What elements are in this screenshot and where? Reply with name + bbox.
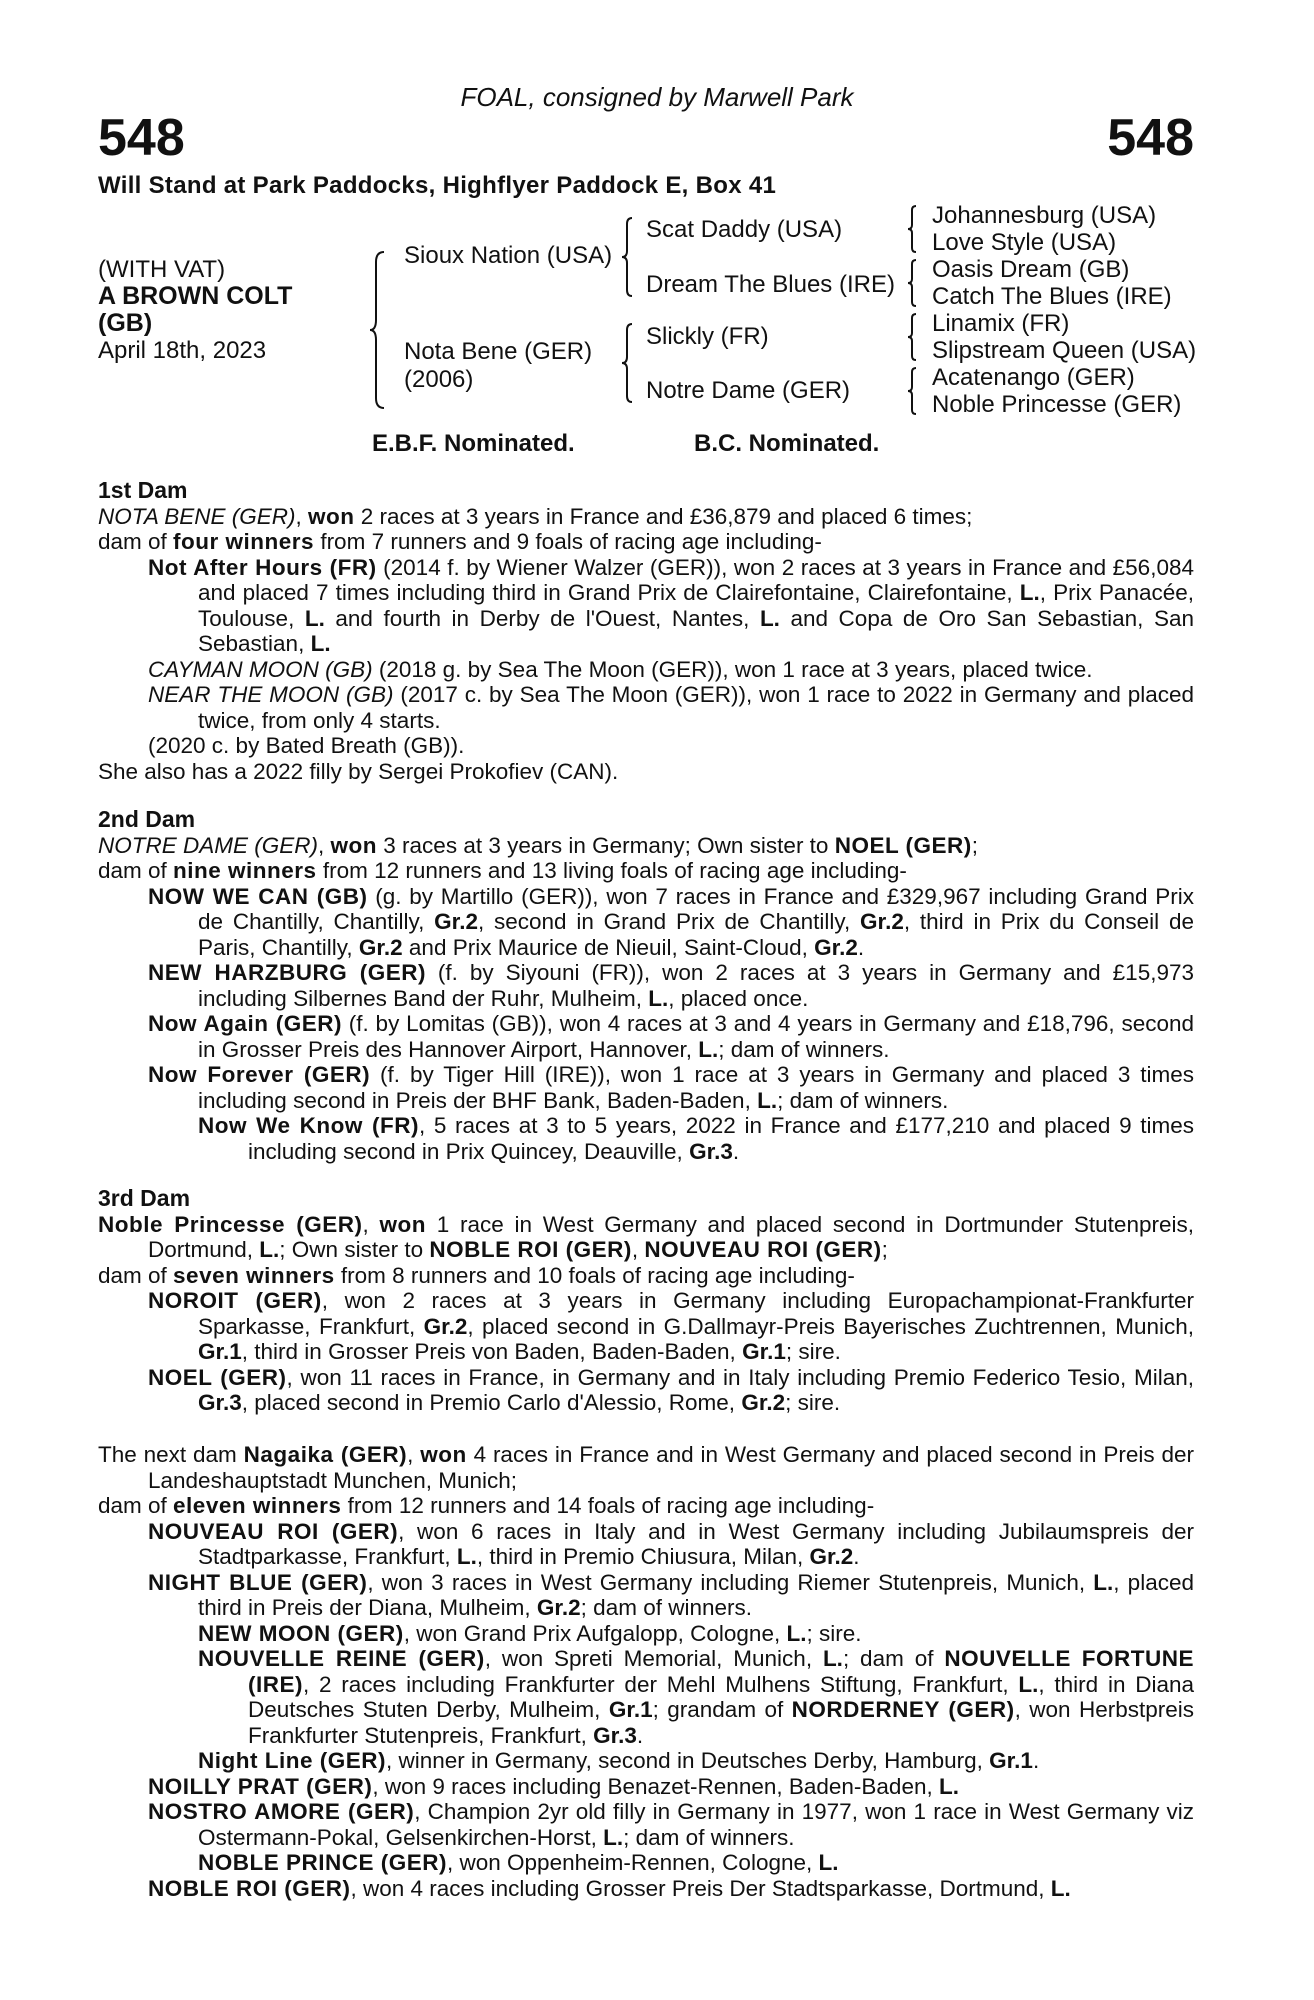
colt-title: A BROWN COLT xyxy=(98,282,293,310)
progeny-entry: NEAR THE MOON (GB) (2017 c. by Sea The Moon (GER)), won 1 race to 2022 in Germany and placed twice, from only 4 starts. xyxy=(148,682,1194,733)
fourth-dam-summary: The next dam Nagaika (GER), won 4 races in France and in West Germany and placed second in Preis der Landeshauptstadt Munchen, Munich; xyxy=(98,1442,1194,1493)
progeny-entry: Now Forever (GER) (f. by Tiger Hill (IRE)), won 1 race at 3 years in Germany and placed 3 times including second in Preis der BHF Bank, Baden-Baden, L.; dam of winners. xyxy=(148,1062,1195,1113)
progeny-entry: NOBLE ROI (GER), won 4 races including Grosser Preis Der Stadtsparkasse, Dortmund, L. xyxy=(148,1875,1071,1901)
stand-location: Will Stand at Park Paddocks, Highflyer Paddock E, Box 41 xyxy=(98,172,777,199)
third-dam-produce: dam of seven winners from 8 runners and 10 foals of racing age including- xyxy=(98,1262,855,1288)
first-dam-produce: dam of four winners from 7 runners and 9 foals of racing age including- xyxy=(98,529,822,554)
pedigree-sire: Sioux Nation (USA) xyxy=(404,242,613,269)
pedigree-sire-sire: Scat Daddy (USA) xyxy=(646,216,843,243)
progeny-entry: NOEL (GER), won 11 races in France, in Germany and in Italy including Premio Federico Tesio, Milan, Gr.3, placed second in Premio Carlo d'Alessio, Rome, Gr.2; sire. xyxy=(148,1364,1194,1415)
progeny-entry: NOW WE CAN (GB) (g. by Martillo (GER)), won 7 races in France and £329,967 including Grand Prix de Chantilly, Chantilly, Gr.2, second in Grand Prix de Chantilly, Gr.2, third in Prix du Conseil de Paris, Chantilly, Gr.2 and Prix Maurice de Nieuil, Saint-Cloud, Gr.2. xyxy=(148,883,1194,960)
second-dam-produce: dam of nine winners from 12 runners and 13 living foals of racing age including- xyxy=(98,858,907,883)
brace-main xyxy=(368,250,388,410)
grandprogeny-entry: Now We Know (FR), 5 races at 3 to 5 years, 2022 in France and £177,210 and placed 9 times including second in Prix Quincey, Deauville, Gr.3. xyxy=(198,1113,1194,1164)
pedigree-dam-year: (2006) xyxy=(404,366,474,393)
pedigree-sss: Johannesburg (USA) xyxy=(932,202,1157,229)
progeny-entry: NIGHT BLUE (GER), won 3 races in West Germany including Riemer Stutenpreis, Munich, L., placed third in Preis der Diana, Mulheim, Gr.2; dam of winners. xyxy=(148,1569,1194,1620)
second-dam-heading: 2nd Dam xyxy=(98,806,196,832)
first-dam-summary: NOTA BENE (GER), won 2 races at 3 years in France and £36,879 and placed 6 times; xyxy=(98,503,973,529)
progeny-entry: NOUVEAU ROI (GER), won 6 races in Italy and in West Germany including Jubilaumspreis der Stadtparkasse, Frankfurt, L., third in Premio Chiusura, Milan, Gr.2. xyxy=(148,1518,1194,1569)
ebf-nomination: E.B.F. Nominated. xyxy=(372,430,575,457)
bc-nomination: B.C. Nominated. xyxy=(694,430,880,457)
fourth-dam-produce: dam of eleven winners from 12 runners and 14 foals of racing age including- xyxy=(98,1493,875,1518)
second-dam-section xyxy=(98,807,1194,1164)
pedigree-sds: Oasis Dream (GB) xyxy=(932,256,1130,283)
pedigree-dss: Linamix (FR) xyxy=(932,310,1070,337)
grandprogeny-entry: NOBLE PRINCE (GER), won Oppenheim-Rennen, Cologne, L. xyxy=(198,1850,839,1875)
brace-sd xyxy=(906,258,918,308)
fourth-dam-section xyxy=(98,1442,1194,1901)
second-dam-summary: NOTRE DAME (GER), won 3 races at 3 years in Germany; Own sister to NOEL (GER); xyxy=(98,832,979,858)
lot-number-right: 548 xyxy=(1107,109,1194,167)
first-dam-section xyxy=(98,478,1194,784)
brace-sire xyxy=(620,216,634,298)
pedigree-dam: Nota Bene (GER) xyxy=(404,338,593,365)
pedigree-sdd: Catch The Blues (IRE) xyxy=(932,283,1172,310)
colt-block xyxy=(98,256,292,364)
lot-number-left: 548 xyxy=(98,109,185,167)
pedigree-dam-sire: Slickly (FR) xyxy=(646,323,769,350)
foaling-date: April 18th, 2023 xyxy=(98,337,267,364)
grandprogeny-entry: NEW MOON (GER), won Grand Prix Aufgalopp, Cologne, L.; sire. xyxy=(198,1620,862,1646)
pedigree-dds: Acatenango (GER) xyxy=(932,364,1135,391)
pedigree-ddd: Noble Princesse (GER) xyxy=(932,391,1182,418)
progeny-entry: CAYMAN MOON (GB) (2018 g. by Sea The Moon (GER)), won 1 race at 3 years, placed twice. xyxy=(148,656,1093,682)
grandprogeny-entry: NOUVELLE REINE (GER), won Spreti Memorial, Munich, L.; dam of NOUVELLE FORTUNE (IRE), 2 races including Frankfurter der Mehl Mulhens Stiftung, Frankfurt, L., third in Diana Deutsches Stuten Derby, Mulheim, Gr.1; grandam of NORDERNEY (GER), won Herbstpreis Frankfurter Stutenpreis, Frankfurt, Gr.3. xyxy=(198,1646,1195,1748)
grandprogeny-entry: Night Line (GER), winner in Germany, second in Deutsches Derby, Hamburg, Gr.1. xyxy=(198,1748,1040,1773)
progeny-entry: (2020 c. by Bated Breath (GB)). xyxy=(148,733,465,758)
third-dam-heading: 3rd Dam xyxy=(98,1185,191,1211)
vat-note: (WITH VAT) xyxy=(98,256,226,283)
first-dam-heading: 1st Dam xyxy=(98,477,188,503)
brace-ds xyxy=(906,312,918,362)
pedigree-dsd: Slipstream Queen (USA) xyxy=(932,337,1197,364)
brace-ss xyxy=(906,204,918,254)
first-dam-note: She also has a 2022 filly by Sergei Prokofiev (CAN). xyxy=(98,758,619,784)
brace-dd xyxy=(906,366,918,416)
progeny-entry: Not After Hours (FR) (2014 f. by Wiener Walzer (GER)), won 2 races at 3 years in France and £56,084 and placed 7 times including third in Grand Prix de Clairefontaine, Clairefontaine, L., Prix Panacée, Toulouse, L. and fourth in Derby de l'Ouest, Nantes, L. and Copa de Oro San Sebastian, San Sebastian, L. xyxy=(148,554,1195,656)
pedigree-sire-dam: Dream The Blues (IRE) xyxy=(646,271,895,298)
progeny-entry: NOROIT (GER), won 2 races at 3 years in Germany including Europachampionat-Frankfurter Sparkasse, Frankfurt, Gr.2, placed second in G.Dallmayr-Preis Bayerisches Zuchtrennen, Munich, Gr.1, third in Grosser Preis von Baden, Baden-Baden, Gr.1; sire. xyxy=(148,1288,1194,1364)
progeny-entry: NOSTRO AMORE (GER), Champion 2yr old filly in Germany in 1977, won 1 race in West Germany viz Ostermann-Pokal, Gelsenkirchen-Horst, L.; dam of winners. xyxy=(148,1799,1194,1850)
colt-country: (GB) xyxy=(98,309,153,337)
third-dam-section xyxy=(98,1186,1194,1416)
progeny-entry: NOILLY PRAT (GER), won 9 races including Benazet-Rennen, Baden-Baden, L. xyxy=(148,1773,959,1799)
progeny-entry: Now Again (GER) (f. by Lomitas (GB)), won 4 races at 3 and 4 years in Germany and £18,796, second in Grosser Preis des Hannover Airport, Hannover, L.; dam of winners. xyxy=(148,1011,1194,1062)
pedigree-dam-dam: Notre Dame (GER) xyxy=(646,377,851,404)
pedigree-ssd: Love Style (USA) xyxy=(932,229,1117,256)
brace-dam xyxy=(620,322,634,404)
progeny-entry: NEW HARZBURG (GER) (f. by Siyouni (FR)), won 2 races at 3 years in Germany and £15,973 including Silbernes Band der Ruhr, Mulheim, L., placed once. xyxy=(148,960,1195,1011)
consignment-line: FOAL, consigned by Marwell Park xyxy=(460,82,854,112)
third-dam-summary: Noble Princesse (GER), won 1 race in West Germany and placed second in Dortmunder Stutenpreis, Dortmund, L.; Own sister to NOBLE ROI (GER), NOUVEAU ROI (GER); xyxy=(98,1211,1194,1262)
